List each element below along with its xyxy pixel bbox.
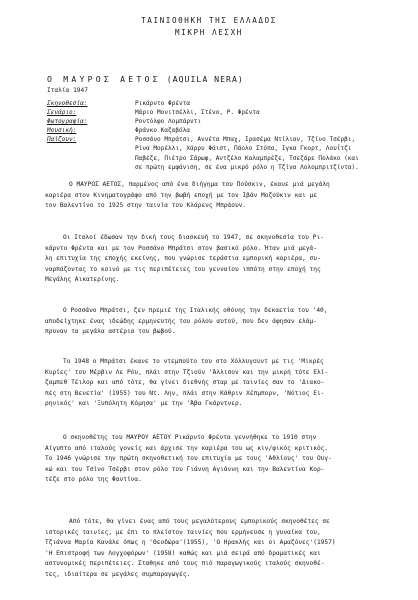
paragraph-director	[45, 433, 385, 486]
paragraph-line: κώ και τον Τσίνο Τσέρβι στον ρόλο του Γιάννη Αγιάννη και την Βαλεντίνα Κορ-	[45, 465, 325, 473]
credit-row	[47, 126, 387, 135]
paragraph-line: Οι Ιταλοί έδωσαν την δική τους διασκευή το 1947, σε σκηνοθεσία του Ρι-	[63, 234, 324, 241]
paragraph-line: ναρπάζοντας το κοινό με τις περιπέτειες του γενναίου ιππότη στην εποχή της	[45, 265, 321, 273]
film-title: Ο ΜΑΥΡΟΣ ΑΕΤΟΣ	[47, 74, 161, 84]
paragraph-brazzi	[45, 306, 385, 338]
paragraph-line: τέζε στο ρόλο της Φαντίνα.	[45, 476, 142, 484]
paragraph-line: ρηνικός' και 'Ξυπόλητη Κόμησα' με την 'Άβα Γκάρντνερ.	[45, 400, 243, 408]
paragraph-line: Μεγάλης Αικατερίνης.	[45, 276, 120, 284]
film-title-line	[47, 74, 244, 84]
paragraph-line: Αίγυπτο από ιταλούς γονείς και άρχισε την καριέρα του ως κιν/φικός κριτικός.	[45, 444, 329, 452]
archive-subtitle: ΜΙΚΡΗ ΛΕΣΧΗ	[175, 28, 243, 37]
paragraph-line: Κυρίες' του Μέρβιν Λε Ρόυ, πλάι στην Τζιούν 'Άλλισον και την μικρή τότε Ελί-	[45, 368, 329, 376]
film-original-title: (AQUILA NERA)	[166, 74, 244, 84]
paragraph-line: πρυναν τα μεγάλα αστέρια του βωβού.	[45, 328, 176, 336]
paragraph-hollywood	[45, 357, 385, 410]
paragraph-line: ζαμπεθ Τέιλορ και από τότε, θα γίνει διεθνής σταρ με ταινίες σαν το 'Διακο-	[45, 379, 325, 387]
credit-value: Μάριο Μονιτσέλλι, Στένο, Ρ. Φρέντα	[135, 109, 260, 117]
paragraph-line: λη επιτυχία της εποχής εκείνης, που γνώρισε τεράστια εμπορική καριέρα, συ-	[45, 255, 321, 263]
credit-row	[47, 117, 387, 126]
paragraph-line: Τζιάννα Μαρία Κανάλε όπως η 'Θεοδώρα'(1955), 'Ο Ηρακλής και οι Αμαζόνες'(1957)	[45, 539, 336, 547]
paragraph-line: Ο ΜΑΥΡΟΣ ΑΕΤΟΣ, παρμένος από ένα διήγημα του Πούσκιν, έκανε μιά μεγάλη	[69, 181, 330, 188]
credit-row-continued	[47, 154, 387, 163]
paragraph-line: Το 1948 ο Μπράτσι έκανε το ντεμπούτο του στο Χόλλυγουντ με τις 'Μικρές	[63, 358, 324, 365]
credit-value: Φράνκο Καζαβόλα	[135, 127, 191, 135]
credit-label: Σκηνοθεσία:	[47, 100, 88, 107]
credit-row	[47, 135, 387, 144]
paragraph-line: αστυνομικές περιπέτειες. Σταθηκε από τους πιό παραγωγικούς ιταλούς σκηνοθέ-	[45, 560, 325, 568]
paragraph-origin	[45, 180, 385, 212]
credit-row-continued	[47, 144, 387, 153]
credit-label: Μουσική:	[47, 127, 77, 135]
paragraph-line: Από τότε, θα γίνει ένας από τους μεγαλύτερους εμπορικούς σκηνοθέτες σε	[69, 518, 330, 525]
paragraph-career	[45, 517, 385, 581]
credit-label: Φωτογραφία:	[47, 118, 88, 126]
paragraph-line: καριέρα στον Κινηματογράφο από την βωβή εποχή με τον Ιβάν Μοζούκιν και με	[45, 191, 317, 199]
paragraph-line: πές στη Βενετία' (1955) του Ντ. Λην, πλάι στην Κάθριν Χέπμπορν, 'Νότιος Ει-	[45, 389, 325, 397]
paragraph-line: Το 1946 γνώρισε την πρώτη σκηνοθετική του επιτυχία με τους 'Αθλίους' του Ουγ-	[45, 455, 332, 463]
credit-value: Ροσσάνο Μπράτσι, Αννέτα Μπαχ, Ιρασέμα Ντίλιαν, Τζίνο Τσέρβι,	[135, 136, 356, 144]
paragraph-line: Ο σκηνοθέτης του ΜΑΥΡΟΥ ΑΕΤΟΥ Ρικάρντο Φρέντα γεννήθηκε το 1910 στην	[63, 434, 317, 441]
credit-row	[47, 99, 387, 108]
paragraph-italian-version	[45, 233, 385, 286]
credit-value: Ρικάρντο Φρέντα	[135, 100, 191, 107]
credit-value: Ροντόλφο Λομπάρντι	[135, 118, 202, 126]
credit-label: Παίζουν:	[47, 136, 77, 144]
credit-value: Παβέζε, Πιέτρο Σάρωφ, Αντζέλο Καλαμπρέζε, Τσεζάρε Πολάκο (και	[135, 154, 359, 162]
credit-label: Σενάριο:	[47, 109, 77, 117]
credit-row	[47, 108, 387, 117]
credit-value: σε πρώτη εμφάνιση, σε ένα μικρό ρόλο η Τζίνα Λολομπριτζίντα).	[135, 163, 359, 171]
paragraph-line: αποδείχτηκε ένας ιδεώδης ερμηνευτής του ρόλου αυτού, που δεν άφησαν ελάμ-	[45, 317, 317, 325]
credits-block	[47, 99, 387, 172]
credit-row-continued	[47, 163, 387, 172]
credit-value: Ρίνα Μορέλλι, Χάρρυ Φάιστ, Πάολο Στόπα, Ιγκα Γκορτ, Λουΐτζι	[135, 145, 352, 153]
archive-title: ΤΑΙΝΙΟΘΗΚΗ ΤΗΣ ΕΛΛΑΔΟΣ	[141, 16, 277, 25]
paragraph-line: ιστορικές ταινίες, με έπι το πλείστον ταινίες που ερμήνευσε η γυναίκα του,	[45, 528, 321, 536]
paragraph-line: κάρντο Φρέντα και με τον Ροσσάνο Μπράτσι στον βασικό ρόλο. Ήταν μιά μεγά-	[45, 244, 317, 252]
paragraph-line: 'Η Επιστροφή των Λογχοφόρων' (1958) καθώς και μιά σειρά από δραματικές και	[45, 549, 321, 557]
paragraph-line: τες, ιδιαίτερα σε μεγάλες συμπαραγωγές.	[45, 570, 191, 578]
paragraph-line: Ο Ροσσάνο Μπράτσι, ζεν πρεμιέ της Ιταλικής οθόνης την δεκαετία του '40,	[63, 307, 328, 314]
paragraph-line: τον Βαλεντίνο το 1925 στην ταινία του Κλάρενς Μπράουν.	[45, 202, 247, 210]
film-country-year: Ιταλία 1947	[47, 87, 88, 94]
